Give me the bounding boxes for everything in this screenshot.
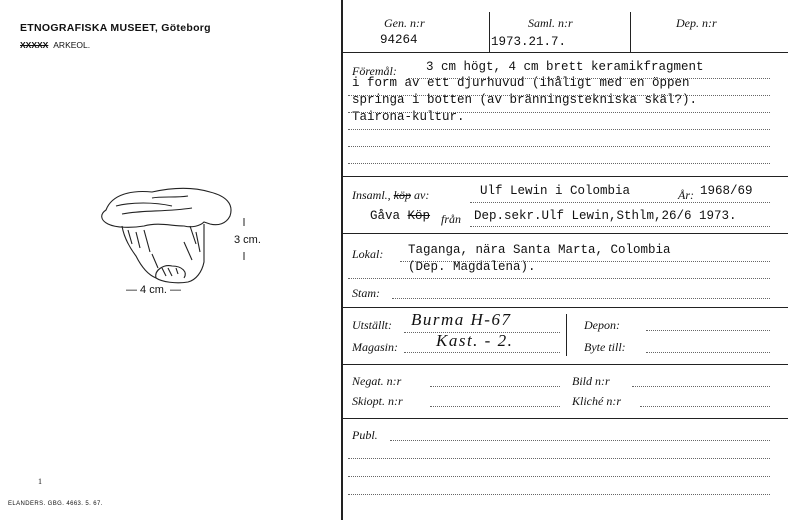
museum-name: ETNOGRAFISKA MUSEET, Göteborg [20,22,211,34]
insaml-av-label: av: [414,188,430,202]
dep-nr-label: Dep. n:r [676,16,717,30]
publ-label: Publ. [352,428,378,442]
dotted-line [470,202,770,203]
section-rule [343,418,788,419]
dotted-line [390,440,770,441]
dotted-line [646,352,770,353]
height-dimension: 3 cm. [234,234,261,246]
lokal-line-1: Taganga, nära Santa Marta, Colombia [408,243,671,257]
section-rule [343,176,788,177]
lokal-label: Lokal: [352,247,384,261]
insaml-label [352,188,429,203]
utstallt-label: Utställt: [352,318,393,332]
dotted-line [400,261,770,262]
section-rule [343,307,788,308]
dotted-line [348,494,770,495]
width-dimension: — 4 cm. — [126,284,182,296]
foremal-line-3: springa i botten (av bränningstekniska skäl?). [352,93,698,107]
dotted-line [392,298,770,299]
dotted-line [348,129,770,130]
skiopt-label: Skiopt. n:r [352,394,403,408]
depon-label: Depon: [584,318,620,332]
negat-label: Negat. n:r [352,374,402,388]
fran-label: från [441,212,462,226]
gava-line [370,209,430,223]
dotted-line [348,112,770,113]
dotted-line [646,330,770,331]
dotted-line [348,146,770,147]
lokal-line-2: (Dep. Magdalena). [408,260,536,274]
tick-mark: 1 [38,477,42,486]
gava-struck: Köp [407,209,431,223]
department [20,40,90,50]
dotted-line [640,406,770,407]
stam-label: Stam: [352,286,380,300]
bild-label: Bild n:r [572,374,610,388]
magasin-label: Magasin: [352,340,398,354]
header-rule [343,52,788,53]
byte-label: Byte till: [584,340,626,354]
gen-nr-label: Gen. n:r [384,16,425,30]
foremal-line-1: 3 cm högt, 4 cm brett keramikfragment [426,60,704,74]
foremal-line-4: Tairona-kultur. [352,110,465,124]
year-value: 1968/69 [700,184,753,198]
foremal-line-2: i form av ett djurhuvud (ihåligt med en öppen [352,76,690,90]
department-struck: XXXXX [20,40,49,50]
utstallt-divider [566,314,567,356]
saml-nr-value: 1973.21.7. [491,35,567,49]
card-divider [341,0,343,520]
cliche-label: Kliché n:r [572,394,621,408]
section-rule [343,364,788,365]
dotted-line [348,458,770,459]
dotted-line [430,406,560,407]
dotted-line [408,78,770,79]
magasin-value: Kast. - 2. [436,331,514,350]
gen-nr-value: 94264 [380,33,418,47]
insaml-value: Ulf Lewin i Colombia [480,184,631,198]
insaml-struck: köp [393,188,411,202]
dotted-line [430,386,560,387]
utstallt-value: Burma H-67 [411,310,512,329]
dotted-line [470,226,770,227]
dotted-line [632,386,770,387]
header-divider [489,12,490,52]
dotted-line [348,163,770,164]
section-rule [343,233,788,234]
dotted-line [348,95,770,96]
department-label: ARKEOL. [53,40,91,50]
dotted-line [348,476,770,477]
fran-value: Dep.sekr.Ulf Lewin,Sthlm,26/6 1973. [474,209,737,223]
dotted-line [348,278,770,279]
foremal-label: Föremål: [352,64,397,78]
gava-label: Gåva [370,209,401,223]
header-divider [630,12,631,52]
printer-mark: ELANDERS. GBG. 4663. 5. 67. [8,501,103,507]
year-label: År: [678,188,694,202]
saml-nr-label: Saml. n:r [528,16,573,30]
dotted-line [404,352,560,353]
insaml-label-text: Insaml., [352,188,391,202]
